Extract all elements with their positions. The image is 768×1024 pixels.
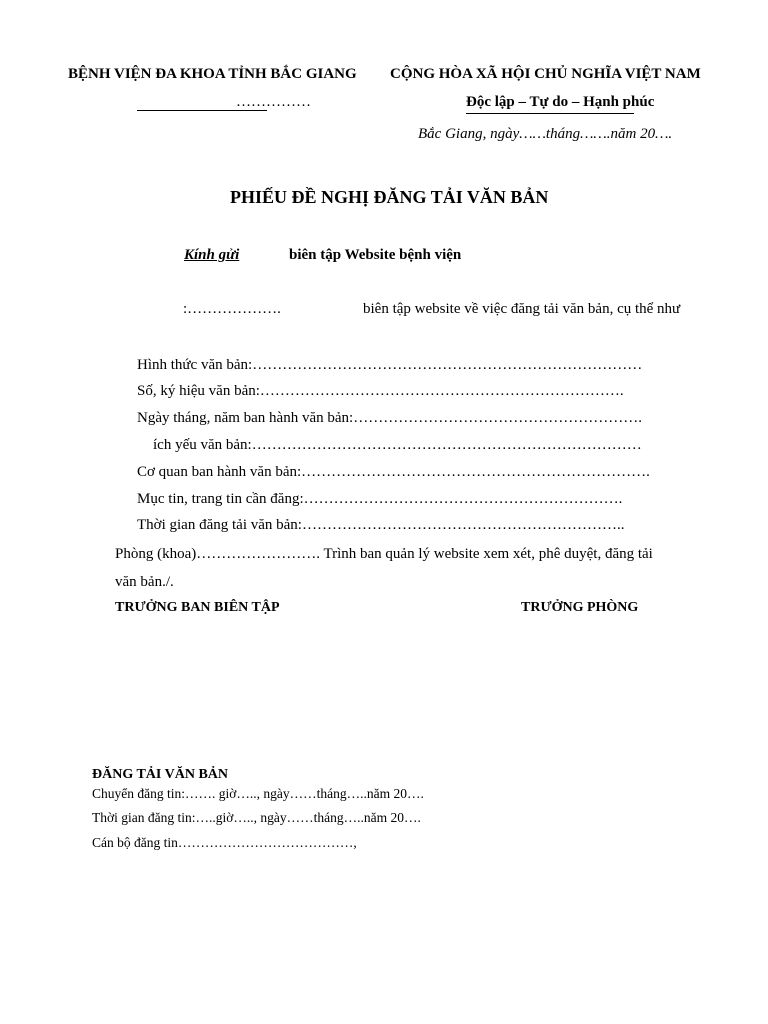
recipient-value: biên tập Website bệnh viện <box>289 247 462 263</box>
posting-time-line: Thời gian đăng tin:…..giờ….., ngày……tháng…..năm 20…. <box>92 810 421 825</box>
field-issuing-agency: Cơ quan ban hành văn bản:……………………………………………………………. <box>137 464 650 480</box>
field-news-section: Mục tin, trang tin cần đăng:………………………………………………………. <box>137 491 623 507</box>
intro-prefix: :………………. <box>183 301 281 317</box>
place-date: Bắc Giang, ngày……tháng…….năm 20…. <box>418 126 673 142</box>
page-title: PHIẾU ĐỀ NGHỊ ĐĂNG TẢI VĂN BẢN <box>230 187 549 207</box>
field-issue-date: Ngày tháng, năm ban hành văn bản:…………………………………………………. <box>137 410 642 426</box>
dept-placeholder: …………… <box>236 94 311 110</box>
field-document-type: Hình thức văn bản:…………………………………………………………………… <box>137 357 643 373</box>
field-summary: ích yếu văn bản:…………………………………………………………………… <box>153 437 642 453</box>
motto-underline <box>466 113 634 114</box>
intro-text: biên tập website về việc đăng tải văn bản, cụ thể như <box>363 301 681 317</box>
signature-editor-head: TRƯỞNG BAN BIÊN TẬP <box>115 600 280 615</box>
posting-transfer-line: Chuyển đăng tin:……. giờ….., ngày……tháng…..năm 20…. <box>92 786 424 801</box>
posting-heading: ĐĂNG TẢI VĂN BẢN <box>92 767 229 782</box>
recipient-label: Kính gửi <box>184 247 240 263</box>
field-document-number: Số, ký hiệu văn bản:………………………………………………………………. <box>137 383 624 399</box>
posting-officer-line: Cán bộ đăng tin…………………………………, <box>92 835 357 850</box>
signature-dept-head: TRƯỞNG PHÒNG <box>521 600 639 615</box>
motto: Độc lập – Tự do – Hạnh phúc <box>466 94 655 110</box>
nation-name: CỘNG HÒA XÃ HỘI CHỦ NGHĨA VIỆT NAM <box>390 66 701 82</box>
hospital-name: BỆNH VIỆN ĐA KHOA TỈNH BẮC GIANG <box>68 66 357 82</box>
closing-line-2: văn bản./. <box>115 574 174 590</box>
field-posting-time: Thời gian đăng tải văn bản:……………………………………………………….. <box>137 517 625 533</box>
closing-line-1: Phòng (khoa)……………………. Trình ban quản lý website xem xét, phê duyệt, đăng tải <box>115 546 653 562</box>
